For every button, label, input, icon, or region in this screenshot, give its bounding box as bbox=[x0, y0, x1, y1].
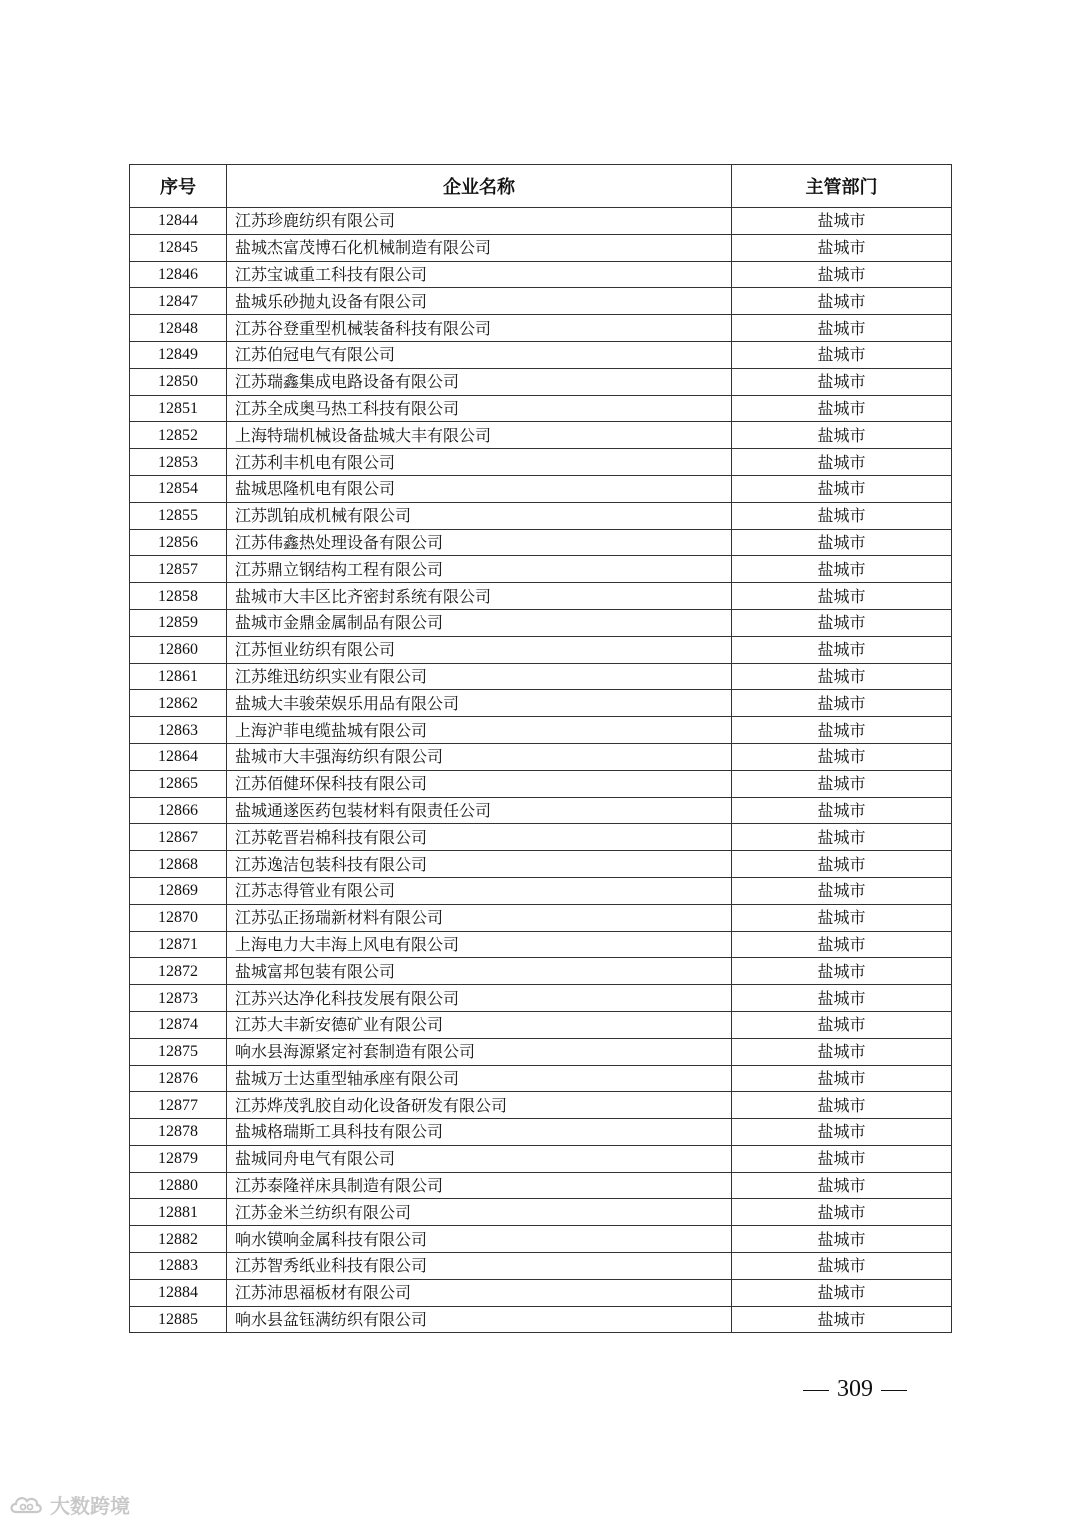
cell-department: 盐城市 bbox=[732, 449, 952, 476]
cell-seq: 12852 bbox=[130, 422, 227, 449]
cell-seq: 12872 bbox=[130, 958, 227, 985]
cell-seq: 12881 bbox=[130, 1199, 227, 1226]
cell-department: 盐城市 bbox=[732, 904, 952, 931]
cell-department: 盐城市 bbox=[732, 1226, 952, 1253]
table-row bbox=[130, 1253, 952, 1280]
table-header-row bbox=[130, 165, 952, 208]
cell-company-name: 江苏鼎立钢结构工程有限公司 bbox=[227, 556, 732, 583]
cell-department: 盐城市 bbox=[732, 288, 952, 315]
table-row bbox=[130, 958, 952, 985]
cell-department: 盐城市 bbox=[732, 1253, 952, 1280]
table-row bbox=[130, 1038, 952, 1065]
cell-company-name: 盐城同舟电气有限公司 bbox=[227, 1145, 732, 1172]
cell-company-name: 响水镆响金属科技有限公司 bbox=[227, 1226, 732, 1253]
table-row bbox=[130, 877, 952, 904]
cell-seq: 12849 bbox=[130, 341, 227, 368]
cell-company-name: 江苏瑞鑫集成电路设备有限公司 bbox=[227, 368, 732, 395]
cell-company-name: 盐城市金鼎金属制品有限公司 bbox=[227, 609, 732, 636]
table-row bbox=[130, 261, 952, 288]
cell-seq: 12868 bbox=[130, 851, 227, 878]
cell-seq: 12848 bbox=[130, 315, 227, 342]
cell-company-name: 江苏乾晋岩棉科技有限公司 bbox=[227, 824, 732, 851]
table-row bbox=[130, 341, 952, 368]
table-row bbox=[130, 1172, 952, 1199]
cell-seq: 12863 bbox=[130, 717, 227, 744]
cell-company-name: 江苏维迅纺织实业有限公司 bbox=[227, 663, 732, 690]
cell-seq: 12867 bbox=[130, 824, 227, 851]
cell-seq: 12864 bbox=[130, 743, 227, 770]
table-row bbox=[130, 556, 952, 583]
cell-department: 盐城市 bbox=[732, 368, 952, 395]
cell-company-name: 江苏泰隆祥床具制造有限公司 bbox=[227, 1172, 732, 1199]
cell-company-name: 江苏智秀纸业科技有限公司 bbox=[227, 1253, 732, 1280]
cell-company-name: 响水县盆钰满纺织有限公司 bbox=[227, 1306, 732, 1333]
cell-company-name: 上海沪菲电缆盐城有限公司 bbox=[227, 717, 732, 744]
cell-company-name: 盐城杰富茂博石化机械制造有限公司 bbox=[227, 234, 732, 261]
cell-seq: 12857 bbox=[130, 556, 227, 583]
cell-company-name: 上海特瑞机械设备盐城大丰有限公司 bbox=[227, 422, 732, 449]
table-row bbox=[130, 797, 952, 824]
cell-seq: 12850 bbox=[130, 368, 227, 395]
company-table bbox=[129, 164, 952, 1333]
table-row bbox=[130, 636, 952, 663]
table-row bbox=[130, 663, 952, 690]
cell-seq: 12844 bbox=[130, 208, 227, 235]
cell-department: 盐城市 bbox=[732, 663, 952, 690]
table-row bbox=[130, 208, 952, 235]
table-row bbox=[130, 851, 952, 878]
table-row bbox=[130, 1279, 952, 1306]
cell-seq: 12861 bbox=[130, 663, 227, 690]
cell-department: 盐城市 bbox=[732, 797, 952, 824]
cell-department: 盐城市 bbox=[732, 1145, 952, 1172]
cell-seq: 12874 bbox=[130, 1011, 227, 1038]
cell-company-name: 盐城市大丰区比齐密封系统有限公司 bbox=[227, 583, 732, 610]
cell-seq: 12876 bbox=[130, 1065, 227, 1092]
table-row bbox=[130, 1199, 952, 1226]
table-row bbox=[130, 824, 952, 851]
page-number-dash-right bbox=[881, 1390, 907, 1391]
table-row bbox=[130, 422, 952, 449]
cell-seq: 12866 bbox=[130, 797, 227, 824]
cell-department: 盐城市 bbox=[732, 1279, 952, 1306]
table-row bbox=[130, 931, 952, 958]
page-number-value: 309 bbox=[837, 1376, 873, 1402]
cell-department: 盐城市 bbox=[732, 1199, 952, 1226]
cell-department: 盐城市 bbox=[732, 395, 952, 422]
table-row bbox=[130, 743, 952, 770]
cell-department: 盐城市 bbox=[732, 824, 952, 851]
table-row bbox=[130, 368, 952, 395]
cell-department: 盐城市 bbox=[732, 475, 952, 502]
cell-seq: 12858 bbox=[130, 583, 227, 610]
cell-department: 盐城市 bbox=[732, 556, 952, 583]
header-department: 主管部门 bbox=[732, 165, 952, 208]
cell-seq: 12880 bbox=[130, 1172, 227, 1199]
cell-seq: 12884 bbox=[130, 1279, 227, 1306]
table-row bbox=[130, 288, 952, 315]
cell-company-name: 盐城大丰骏荣娱乐用品有限公司 bbox=[227, 690, 732, 717]
table-row bbox=[130, 475, 952, 502]
cell-company-name: 江苏利丰机电有限公司 bbox=[227, 449, 732, 476]
cell-company-name: 江苏大丰新安德矿业有限公司 bbox=[227, 1011, 732, 1038]
cell-seq: 12869 bbox=[130, 877, 227, 904]
table-row bbox=[130, 717, 952, 744]
cell-seq: 12885 bbox=[130, 1306, 227, 1333]
watermark bbox=[8, 1490, 130, 1519]
cell-seq: 12882 bbox=[130, 1226, 227, 1253]
cell-department: 盐城市 bbox=[732, 609, 952, 636]
table-row bbox=[130, 770, 952, 797]
cell-department: 盐城市 bbox=[732, 234, 952, 261]
cell-company-name: 盐城乐砂抛丸设备有限公司 bbox=[227, 288, 732, 315]
cell-company-name: 江苏沛思福板材有限公司 bbox=[227, 1279, 732, 1306]
header-seq: 序号 bbox=[130, 165, 227, 208]
cell-seq: 12859 bbox=[130, 609, 227, 636]
table-row bbox=[130, 690, 952, 717]
table-row bbox=[130, 395, 952, 422]
cell-seq: 12856 bbox=[130, 529, 227, 556]
cell-department: 盐城市 bbox=[732, 422, 952, 449]
page-number-dash-left bbox=[803, 1390, 829, 1391]
cell-seq: 12879 bbox=[130, 1145, 227, 1172]
cell-department: 盐城市 bbox=[732, 1038, 952, 1065]
cell-department: 盐城市 bbox=[732, 690, 952, 717]
cell-department: 盐城市 bbox=[732, 636, 952, 663]
table-row bbox=[130, 1119, 952, 1146]
watermark-text: 大数跨境 bbox=[50, 1494, 130, 1518]
cell-company-name: 江苏宝诚重工科技有限公司 bbox=[227, 261, 732, 288]
cell-department: 盐城市 bbox=[732, 261, 952, 288]
table-row bbox=[130, 1092, 952, 1119]
cell-seq: 12855 bbox=[130, 502, 227, 529]
cell-department: 盐城市 bbox=[732, 1011, 952, 1038]
cell-company-name: 江苏珍鹿纺织有限公司 bbox=[227, 208, 732, 235]
cell-department: 盐城市 bbox=[732, 717, 952, 744]
cell-seq: 12877 bbox=[130, 1092, 227, 1119]
cell-seq: 12870 bbox=[130, 904, 227, 931]
cell-seq: 12865 bbox=[130, 770, 227, 797]
cell-department: 盐城市 bbox=[732, 208, 952, 235]
cell-department: 盐城市 bbox=[732, 931, 952, 958]
cell-department: 盐城市 bbox=[732, 583, 952, 610]
cell-company-name: 江苏谷登重型机械装备科技有限公司 bbox=[227, 315, 732, 342]
cell-department: 盐城市 bbox=[732, 341, 952, 368]
table-row bbox=[130, 609, 952, 636]
cell-company-name: 江苏凯铂成机械有限公司 bbox=[227, 502, 732, 529]
cell-company-name: 盐城通遂医药包装材料有限责任公司 bbox=[227, 797, 732, 824]
cloud-logo-icon bbox=[8, 1492, 44, 1518]
cell-seq: 12873 bbox=[130, 985, 227, 1012]
cell-seq: 12883 bbox=[130, 1253, 227, 1280]
cell-department: 盐城市 bbox=[732, 1065, 952, 1092]
table-row bbox=[130, 449, 952, 476]
cell-seq: 12845 bbox=[130, 234, 227, 261]
cell-department: 盐城市 bbox=[732, 1092, 952, 1119]
cell-company-name: 江苏金米兰纺织有限公司 bbox=[227, 1199, 732, 1226]
cell-department: 盐城市 bbox=[732, 529, 952, 556]
cell-company-name: 盐城格瑞斯工具科技有限公司 bbox=[227, 1119, 732, 1146]
cell-seq: 12871 bbox=[130, 931, 227, 958]
table-row bbox=[130, 985, 952, 1012]
cell-company-name: 盐城万士达重型轴承座有限公司 bbox=[227, 1065, 732, 1092]
cell-seq: 12846 bbox=[130, 261, 227, 288]
cell-seq: 12862 bbox=[130, 690, 227, 717]
cell-department: 盐城市 bbox=[732, 743, 952, 770]
cell-department: 盐城市 bbox=[732, 315, 952, 342]
cell-department: 盐城市 bbox=[732, 1119, 952, 1146]
cell-seq: 12851 bbox=[130, 395, 227, 422]
table-row bbox=[130, 234, 952, 261]
cell-company-name: 江苏烨茂乳胶自动化设备研发有限公司 bbox=[227, 1092, 732, 1119]
table-body bbox=[130, 208, 952, 1333]
table-row bbox=[130, 529, 952, 556]
cell-department: 盐城市 bbox=[732, 877, 952, 904]
cell-company-name: 盐城思隆机电有限公司 bbox=[227, 475, 732, 502]
cell-company-name: 江苏全成奥马热工科技有限公司 bbox=[227, 395, 732, 422]
cell-company-name: 盐城市大丰强海纺织有限公司 bbox=[227, 743, 732, 770]
table-row bbox=[130, 583, 952, 610]
table-row bbox=[130, 315, 952, 342]
cell-company-name: 江苏佰健环保科技有限公司 bbox=[227, 770, 732, 797]
cell-company-name: 江苏兴达净化科技发展有限公司 bbox=[227, 985, 732, 1012]
cell-company-name: 响水县海源紧定衬套制造有限公司 bbox=[227, 1038, 732, 1065]
cell-seq: 12847 bbox=[130, 288, 227, 315]
page-number bbox=[790, 1376, 920, 1403]
cell-seq: 12860 bbox=[130, 636, 227, 663]
cell-seq: 12875 bbox=[130, 1038, 227, 1065]
cell-department: 盐城市 bbox=[732, 502, 952, 529]
cell-company-name: 江苏志得管业有限公司 bbox=[227, 877, 732, 904]
table-row bbox=[130, 904, 952, 931]
table-row bbox=[130, 1306, 952, 1333]
cell-department: 盐城市 bbox=[732, 851, 952, 878]
cell-company-name: 江苏弘正扬瑞新材料有限公司 bbox=[227, 904, 732, 931]
cell-department: 盐城市 bbox=[732, 770, 952, 797]
table-row bbox=[130, 1226, 952, 1253]
cell-company-name: 江苏伟鑫热处理设备有限公司 bbox=[227, 529, 732, 556]
cell-company-name: 盐城富邦包装有限公司 bbox=[227, 958, 732, 985]
cell-company-name: 江苏逸洁包装科技有限公司 bbox=[227, 851, 732, 878]
cell-seq: 12878 bbox=[130, 1119, 227, 1146]
cell-seq: 12854 bbox=[130, 475, 227, 502]
cell-department: 盐城市 bbox=[732, 985, 952, 1012]
cell-company-name: 上海电力大丰海上风电有限公司 bbox=[227, 931, 732, 958]
header-company-name: 企业名称 bbox=[227, 165, 732, 208]
table-row bbox=[130, 1011, 952, 1038]
cell-seq: 12853 bbox=[130, 449, 227, 476]
table-row bbox=[130, 502, 952, 529]
cell-department: 盐城市 bbox=[732, 1172, 952, 1199]
cell-company-name: 江苏伯冠电气有限公司 bbox=[227, 341, 732, 368]
table-row bbox=[130, 1145, 952, 1172]
table-row bbox=[130, 1065, 952, 1092]
cell-department: 盐城市 bbox=[732, 958, 952, 985]
cell-company-name: 江苏恒业纺织有限公司 bbox=[227, 636, 732, 663]
cell-department: 盐城市 bbox=[732, 1306, 952, 1333]
